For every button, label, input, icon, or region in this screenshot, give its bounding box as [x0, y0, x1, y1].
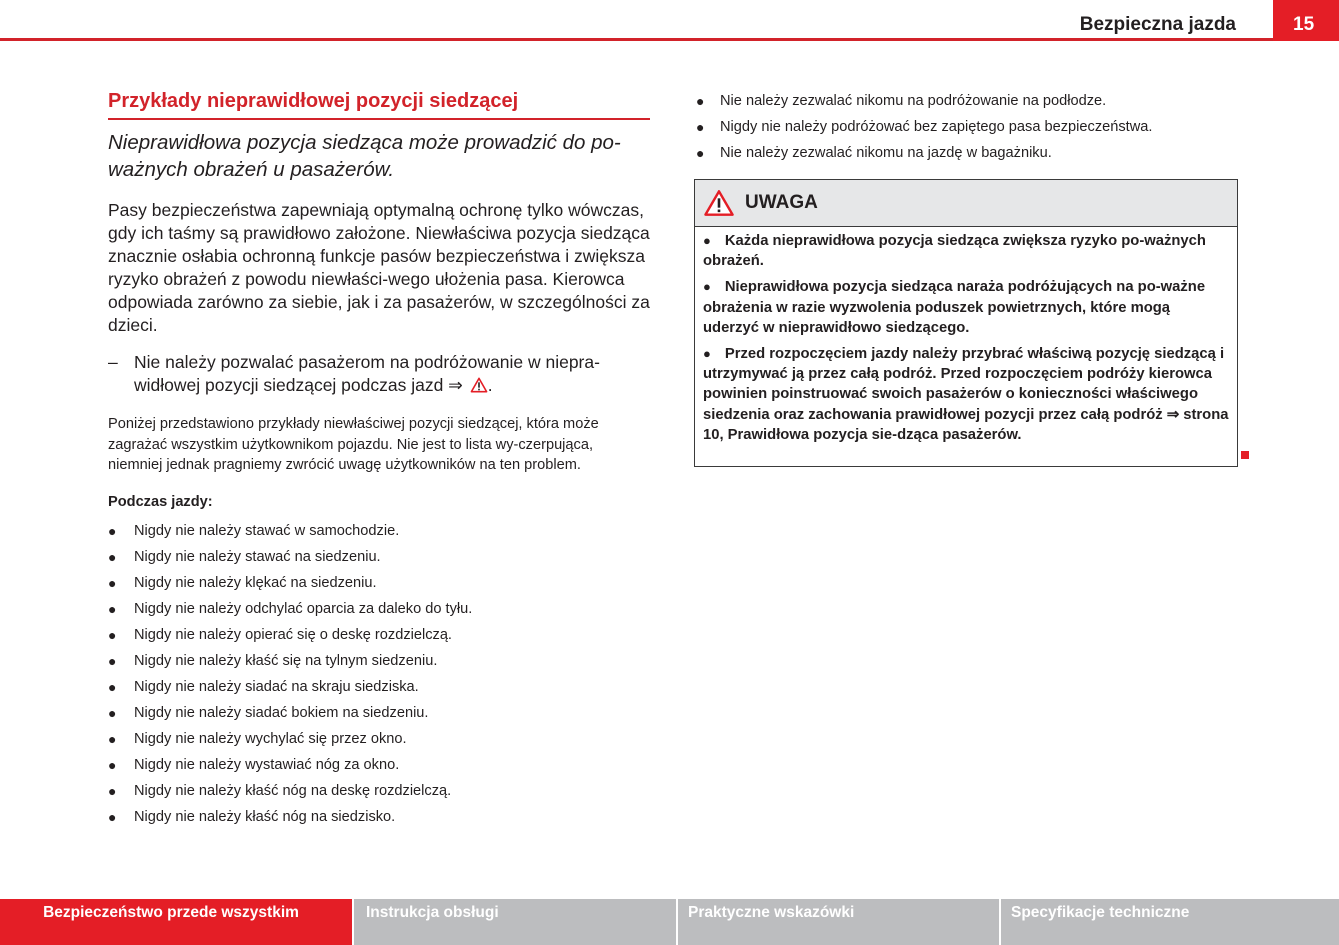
bullet-icon: ●: [108, 704, 117, 721]
list-item: ● Nie należy zezwalać nikomu na podróżowanie na podłodze.: [696, 88, 1238, 114]
warning-title: UWAGA: [745, 192, 818, 213]
warning-paragraph: ● Nieprawidłowa pozycja siedząca naraża podróżujących na po-ważne obrażenia w razie wyzwolenia poduszek powietrznych, które mogą uderzyć w nieprawidłowo siedzącego.: [703, 279, 1206, 336]
warning-box: [694, 179, 1238, 467]
bullet-icon: ●: [108, 678, 117, 695]
bullet-icon: ●: [108, 756, 117, 773]
chapter-title: Bezpieczna jazda: [1079, 14, 1236, 35]
bullet-icon: ●: [108, 808, 117, 825]
bullet-icon: ●: [108, 626, 117, 643]
left-column: [108, 88, 650, 830]
warning-header: [695, 180, 1237, 227]
instruction-suffix: .: [487, 375, 493, 395]
list-item: ● Nie należy zezwalać nikomu na jazdę w bagażniku.: [696, 140, 1238, 166]
list-item: ● Nigdy nie należy klękać na siedzeniu.: [108, 570, 650, 596]
bullet-icon: ●: [108, 574, 117, 591]
bullet-icon: ●: [696, 93, 705, 109]
bullet-icon: ●: [108, 522, 117, 539]
section-end-marker: [1241, 451, 1249, 459]
list-item: ● Nigdy nie należy siadać na skraju siedziska.: [108, 674, 650, 700]
list-item: ● Nigdy nie należy odchylać oparcia za daleko do tyłu.: [108, 596, 650, 622]
list-item: ● Nigdy nie należy wystawiać nóg za okno.: [108, 752, 650, 778]
bullet-icon: ●: [108, 782, 117, 799]
warning-paragraph: ● Przed rozpoczęciem jazdy należy przybrać właściwą pozycję siedzącą i utrzymywać ją przez całą podróż. Przed rozpoczęciem podróży kierowca powinien poinstruować swoich pasażerów o konieczności właściwego siedzenia oraz zachowania prawidłowej pozycji przez całą podróż ⇒ strona 10, Prawidłowa pozycja sie-dząca pasażerów.: [703, 346, 1229, 443]
bullet-icon: ●: [696, 145, 705, 161]
additional-rules-list: [696, 88, 1238, 166]
list-item: ● Nigdy nie należy kłaść się na tylnym siedzeniu.: [108, 648, 650, 674]
bullet-icon: ●: [696, 119, 705, 135]
header-rule: [0, 38, 1273, 41]
tab-operating-instructions[interactable]: Instrukcja obsługi: [354, 899, 676, 945]
driving-rules-list: [108, 518, 650, 830]
subheading: Podczas jazdy:: [108, 493, 213, 510]
warning-body: [695, 227, 1237, 445]
dash-marker: –: [108, 352, 118, 372]
list-item: ● Nigdy nie należy wychylać się przez okno.: [108, 726, 650, 752]
bullet-icon: ●: [703, 279, 711, 295]
list-item: ● Nigdy nie należy siadać bokiem na siedzeniu.: [108, 700, 650, 726]
footer-nav: [0, 899, 1339, 945]
intro-paragraph: Poniżej przedstawiono przykłady niewłaściwej pozycji siedzącej, która może zagrażać wszystkim użytkownikom pojazdu. Nie jest to lista wy-czerpująca, niemniej jednak pragniemy zwrócić uwagę użytkowników na ten problem.: [108, 416, 599, 473]
body-paragraph: Pasy bezpieczeństwa zapewniają optymalną ochronę tylko wówczas, gdy ich taśmy są prawidłowo założone. Niewłaściwa pozycja siedząca znacznie osłabia ochronną funkcje pasów bezpieczeństwa i zwiększa ryzyko obrażeń z powodu niewłaści-wego ułożenia pasa. Kierowca odpowiada zarówno za siebie, jak i za pasażerów, w szczególności za dzieci.: [108, 200, 650, 335]
section-title: Przykłady nieprawidłowej pozycji siedzącej: [108, 88, 650, 120]
bullet-icon: ●: [108, 652, 117, 669]
list-item: ● Nigdy nie należy stawać na siedzeniu.: [108, 544, 650, 570]
list-item: ● Nigdy nie należy opierać się o deskę rozdzielczą.: [108, 622, 650, 648]
warning-triangle-icon: [703, 189, 735, 217]
bullet-icon: ●: [703, 233, 711, 248]
bullet-icon: ●: [108, 548, 117, 565]
list-item: ● Nigdy nie należy podróżować bez zapiętego pasa bezpieczeństwa.: [696, 114, 1238, 140]
bullet-icon: ●: [703, 346, 711, 362]
list-item: ● Nigdy nie należy kłaść nóg na siedzisko.: [108, 804, 650, 830]
warning-paragraph: ● Każda nieprawidłowa pozycja siedząca zwiększa ryzyko po-ważnych obrażeń.: [703, 233, 1206, 270]
tab-practical-tips[interactable]: Praktyczne wskazówki: [678, 899, 999, 945]
page-number: 15: [1273, 0, 1339, 41]
tab-technical-specs[interactable]: Specyfikacje techniczne: [1001, 899, 1339, 945]
instruction-text: Nie należy pozwalać pasażerom na podróżowanie w niepra-widłowej pozycji siedzącej podczas jazd ⇒: [134, 352, 600, 395]
list-item: ● Nigdy nie należy kłaść nóg na deskę rozdzielczą.: [108, 778, 650, 804]
instruction-step: [108, 351, 650, 397]
lead-paragraph: Nieprawidłowa pozycja siedząca może prowadzić do po-ważnych obrażeń u pasażerów.: [108, 131, 621, 181]
tab-safety[interactable]: Bezpieczeństwo przede wszystkim: [0, 899, 352, 945]
right-column: [696, 88, 1238, 166]
bullet-icon: ●: [108, 730, 117, 747]
list-item: ● Nigdy nie należy stawać w samochodzie.: [108, 518, 650, 544]
warning-triangle-icon[interactable]: [470, 377, 488, 393]
bullet-icon: ●: [108, 600, 117, 617]
